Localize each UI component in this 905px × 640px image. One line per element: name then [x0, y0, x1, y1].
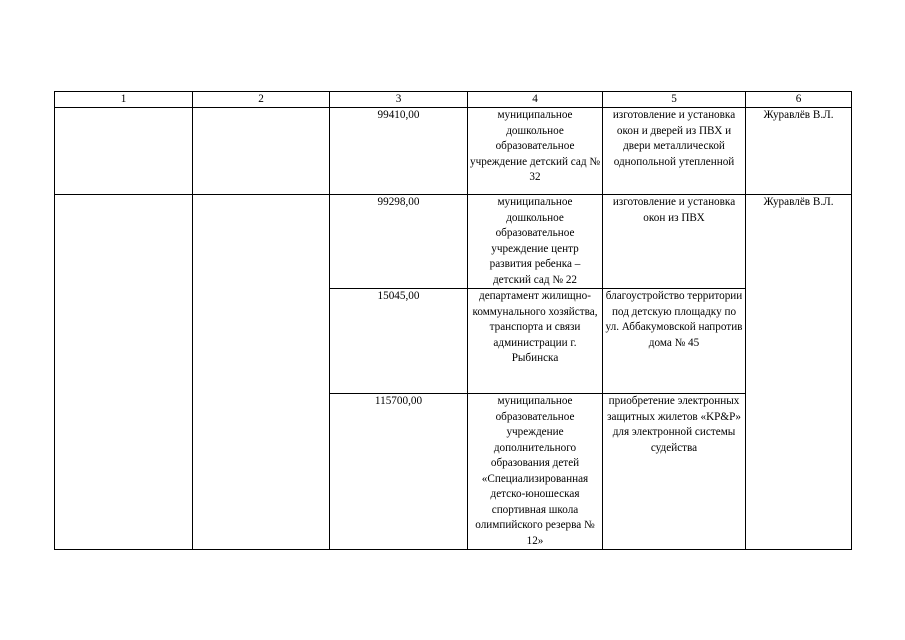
purpose-cell	[603, 394, 746, 550]
recipient-cell	[55, 195, 193, 550]
organization-text: муниципальное дошкольное образовательное учреждение центр развития ребенка – детский сад № 22	[489, 196, 581, 286]
responsible-person-cell: Журавлёв В.Л.	[746, 108, 852, 195]
organization-cell	[468, 195, 603, 289]
column-header: 6	[746, 92, 852, 108]
purpose-cell	[603, 195, 746, 289]
organization-cell	[468, 394, 603, 550]
purpose-text: изготовление и установка окон из ПВХ	[612, 196, 736, 224]
organization-text: департамент жилищно-коммунального хозяйства, транспорта и связи администрации г. Рыбинска	[472, 290, 598, 364]
column-header: 5	[603, 92, 746, 108]
amount-cell: 99410,00	[330, 108, 468, 195]
amount-cell: 115700,00	[330, 394, 468, 550]
purpose-text: благоустройство территории под детскую площадку по ул. Аббакумовской напротив дома № 45	[605, 290, 743, 349]
table-row	[55, 108, 852, 195]
amount-cell: 99298,00	[330, 195, 468, 289]
table-header-row	[55, 92, 852, 108]
column-header: 3	[330, 92, 468, 108]
purpose-cell	[603, 289, 746, 394]
data-table	[54, 91, 852, 550]
purpose-text: приобретение электронных защитных жилетов «KP&P» для электронной системы судейства	[607, 395, 741, 454]
organization-cell	[468, 289, 603, 394]
responsible-person-cell: Журавлёв В.Л.	[746, 195, 852, 550]
column-header: 2	[193, 92, 330, 108]
purpose-cell	[603, 108, 746, 195]
basis-cell	[193, 195, 330, 550]
organization-cell	[468, 108, 603, 195]
table-row	[55, 195, 852, 289]
column-header: 1	[55, 92, 193, 108]
organization-text: муниципальное дошкольное образовательное учреждение детский сад № 32	[470, 109, 600, 183]
organization-text: муниципальное образовательное учреждение дополнительного образования детей «Специализированная детско-юношеская спортивная школа олимпийского резерва № 12»	[475, 395, 595, 547]
basis-cell	[193, 108, 330, 195]
column-header: 4	[468, 92, 603, 108]
recipient-cell	[55, 108, 193, 195]
purpose-text: изготовление и установка окон и дверей из ПВХ и двери металлической однопольной утепленной	[612, 109, 736, 168]
amount-cell: 15045,00	[330, 289, 468, 394]
